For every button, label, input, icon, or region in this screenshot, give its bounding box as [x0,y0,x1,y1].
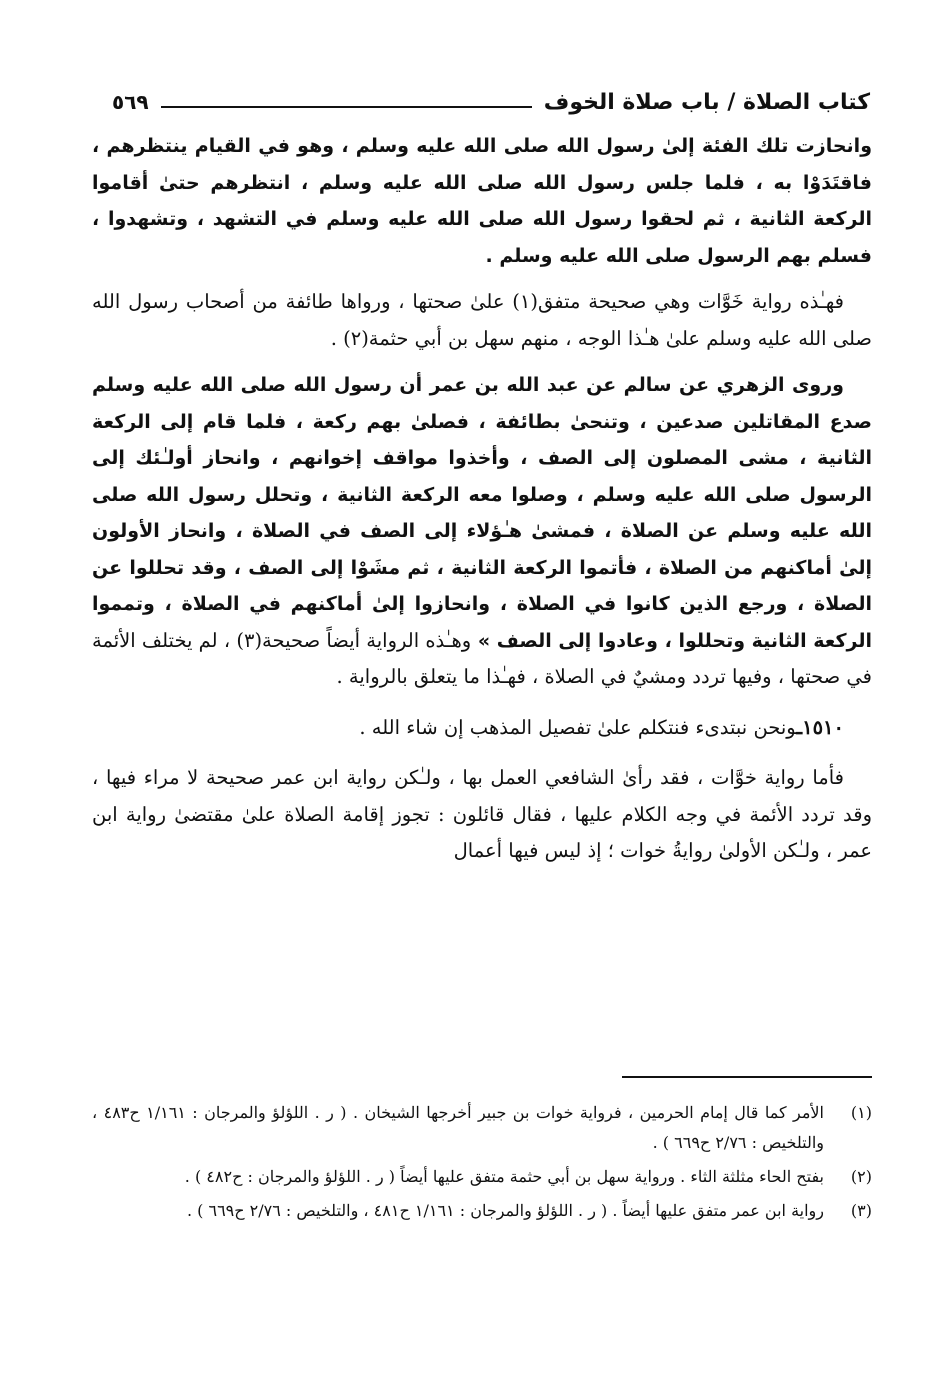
footnote-text: الأمر كما قال إمام الحرمين ، فرواية خوات بن جبير أخرجها الشيخان . ( ر . اللؤلؤ والمرجان : ١/١٦١ ح٤٨٣ ، والتلخيص : ٢/٧٦ ح٦٦٩ ) . [92,1103,825,1152]
footnote-3 [92,1196,872,1226]
header-title: كتاب الصلاة / باب صلاة الخوف [543,89,870,115]
paragraph-gap [92,274,872,284]
footnotes [92,1098,872,1230]
header-rule [161,106,532,108]
footnote-number: (١) [850,1103,872,1122]
running-header [112,82,870,122]
paragraph-section-1510 [92,710,872,747]
paragraph-gap [92,696,872,710]
ibn-umar-narration: وروى الزهري عن سالم عن عبد الله بن عمر أن رسول الله صلى الله عليه وسلم صدع المقاتلين صدعين ، وتنحىٰ بطائفة ، فصلىٰ بهم ركعة ، فلما قام إلى الركعة الثانية ، مشى المصلون إلى الصف ، وأخذوا مواقف إخوانهم ، وانحاز أولـٰئك إلى الرسول صلى الله عليه وسلم ، وصلوا معه الركعة الثانية ، وتحلل رسول الله صلى الله عليه وسلم عن الصلاة ، فمشىٰ هـٰؤلاء إلى الصف في الصلاة ، وانحاز الأولون إلىٰ أماكنهم من الصلاة ، فأتموا الركعة الثانية ، ثم مشَوْا إلى الصف ، وقد تحللوا عن الصلاة ، ورجع الذين كانوا في الصلاة ، وانحازوا إلىٰ أماكنهم في الصلاة ، وتمموا الركعة الثانية وتحللوا ، وعادوا إلى الصف » [92,374,873,652]
footnote-number: (٣) [850,1201,872,1220]
main-text [92,128,872,870]
paragraph-3 [92,367,872,696]
footnote-number: (٢) [850,1167,872,1186]
narration-comment: وهـٰذه الرواية أيضاً صحيحة(٣) ، لم يختلف الأئمة في صحتها ، وفيها تردد ومشيٌ في الصلاة ، فهـٰذا ما يتعلق بالرواية . [92,628,872,688]
paragraph-2: فهـٰذه رواية خَوَّات وهي صحيحة متفق(١) علىٰ صحتها ، ورواها طائفة من أصحاب رسول الله صلى الله عليه وسلم علىٰ هـٰذا الوجه ، منهم سهل بن أبي حثمة(٢) . [92,290,872,350]
section-number: ١٥١٠ـ [796,715,844,739]
paragraph-gap [92,357,872,367]
footnote-1 [92,1098,872,1158]
section-text: ونحن نبتدىء فنتكلم علىٰ تفصيل المذهب إن شاء الله . [359,715,797,739]
page-number: ٥٦٩ [112,90,149,114]
paragraph-6: فأما رواية خوَّات ، فقد رأىٰ الشافعي العمل بها ، ولـٰكن رواية ابن عمر صحيحة لا مراء فيها ، وقد تردد الأئمة في وجه الكلام عليها ، فقال قائلون : تجوز إقامة الصلاة علىٰ مقتضىٰ رواية ابن عمر ، ولـٰكن الأولىٰ روايةُ خوات ؛ إذ ليس فيها أعمال [92,766,872,862]
footnote-text: بفتح الحاء مثلثة الثاء . ورواية سهل بن أبي حثمة متفق عليها أيضاً ( ر . اللؤلؤ والمرجان : ح٤٨٢ ) . [184,1167,824,1186]
footnote-2 [92,1162,872,1192]
paragraph-1: وانحازت تلك الفئة إلىٰ رسول الله صلى الله عليه وسلم ، وهو في القيام ينتظرهم ، فاقتَدَوْا به ، فلما جلس رسول الله صلى الله عليه وسلم ، انتظرهم حتىٰ أقاموا الركعة الثانية ، ثم لحقوا رسول الله صلى الله عليه وسلم في التشهد ، وتشهدوا ، فسلم بهم الرسول صلى الله عليه وسلم . [92,135,872,267]
paragraph-gap [92,746,872,760]
footnote-separator [622,1076,872,1078]
footnote-text: رواية ابن عمر متفق عليها أيضاً . ( ر . اللؤلؤ والمرجان : ١/١٦١ ح٤٨١ ، والتلخيص : ٢/٧٦ ح٦٦٩ ) . [186,1201,824,1220]
